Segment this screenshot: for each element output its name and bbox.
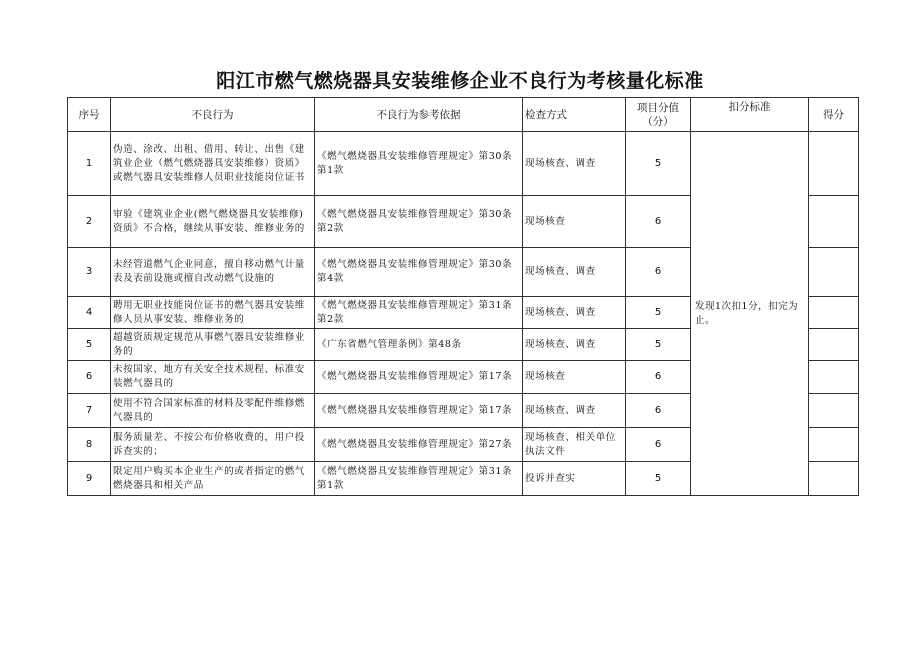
cell-method: 现场核查、调查 — [523, 132, 626, 196]
cell-method: 现场核查 — [523, 361, 626, 394]
cell-basis: 《燃气燃烧器具安装维修管理规定》第30条第1款 — [315, 132, 523, 196]
cell-result[interactable] — [809, 428, 859, 462]
cell-result[interactable] — [809, 297, 859, 329]
cell-seq: 2 — [68, 196, 111, 248]
page-title: 阳江市燃气燃烧器具安装维修企业不良行为考核量化标准 — [216, 70, 704, 92]
cell-behavior: 伪造、涂改、出租、借用、转让、出售《建筑业企业（燃气燃烧器具安装维修）资质》或燃气器具安装维修人员职业技能岗位证书 — [111, 132, 315, 196]
cell-behavior: 使用不符合国家标准的材料及零配件维修燃气器具的 — [111, 394, 315, 428]
cell-method: 现场核查、调查 — [523, 248, 626, 297]
cell-method: 现场核查、相关单位执法文件 — [523, 428, 626, 462]
header-score: 项目分值（分） — [626, 98, 691, 132]
cell-method: 现场核查、调查 — [523, 329, 626, 361]
cell-seq: 1 — [68, 132, 111, 196]
cell-result[interactable] — [809, 462, 859, 496]
cell-basis: 《燃气燃烧器具安装维修管理规定》第27条 — [315, 428, 523, 462]
cell-deduct-standard: 发现1次扣1分，扣完为止。 — [691, 132, 809, 496]
cell-seq: 9 — [68, 462, 111, 496]
cell-seq: 8 — [68, 428, 111, 462]
cell-behavior: 超越资质规定规范从事燃气器具安装维修业务的 — [111, 329, 315, 361]
cell-basis: 《燃气燃烧器具安装维修管理规定》第31条第2款 — [315, 297, 523, 329]
cell-result[interactable] — [809, 329, 859, 361]
header-basis: 不良行为参考依据 — [315, 98, 523, 132]
cell-result[interactable] — [809, 196, 859, 248]
cell-result[interactable] — [809, 248, 859, 297]
cell-basis: 《燃气燃烧器具安装维修管理规定》第30条第4款 — [315, 248, 523, 297]
cell-score: 6 — [626, 428, 691, 462]
cell-seq: 5 — [68, 329, 111, 361]
cell-method: 现场核查、调查 — [523, 297, 626, 329]
cell-score: 5 — [626, 462, 691, 496]
cell-seq: 3 — [68, 248, 111, 297]
cell-score: 5 — [626, 297, 691, 329]
header-method: 检查方式 — [523, 98, 626, 132]
cell-result[interactable] — [809, 394, 859, 428]
table-row — [68, 132, 859, 196]
cell-basis: 《燃气燃烧器具安装维修管理规定》第30条第2款 — [315, 196, 523, 248]
cell-behavior: 未经管道燃气企业同意，擅自移动燃气计量表及表前设施或擅自改动燃气设施的 — [111, 248, 315, 297]
cell-score: 5 — [626, 329, 691, 361]
cell-basis: 《燃气燃烧器具安装维修管理规定》第17条 — [315, 361, 523, 394]
cell-result[interactable] — [809, 132, 859, 196]
cell-seq: 7 — [68, 394, 111, 428]
cell-behavior: 限定用户购买本企业生产的或者指定的燃气燃烧器具和相关产品 — [111, 462, 315, 496]
cell-behavior: 服务质量差、不按公布价格收费的，用户投诉查实的； — [111, 428, 315, 462]
cell-behavior: 未按国家、地方有关安全技术规程、标准安装燃气器具的 — [111, 361, 315, 394]
cell-seq: 6 — [68, 361, 111, 394]
header-seq: 序号 — [68, 98, 111, 132]
cell-behavior: 审验《建筑业企业(燃气燃烧器具安装维修)资质》不合格，继续从事安装、维修业务的 — [111, 196, 315, 248]
cell-method: 现场核查、调查 — [523, 394, 626, 428]
header-result: 得分 — [809, 98, 859, 132]
header-deduct: 扣分标准 — [691, 98, 809, 132]
cell-score: 6 — [626, 248, 691, 297]
cell-basis: 《燃气燃烧器具安装维修管理规定》第31条第1款 — [315, 462, 523, 496]
cell-basis: 《燃气燃烧器具安装维修管理规定》第17条 — [315, 394, 523, 428]
cell-score: 5 — [626, 132, 691, 196]
cell-result[interactable] — [809, 361, 859, 394]
cell-basis: 《广东省燃气管理条例》第48条 — [315, 329, 523, 361]
cell-method: 投诉并查实 — [523, 462, 626, 496]
cell-score: 6 — [626, 196, 691, 248]
scoring-table — [67, 97, 859, 496]
header-row — [68, 98, 859, 132]
header-behavior: 不良行为 — [111, 98, 315, 132]
cell-score: 6 — [626, 394, 691, 428]
cell-score: 6 — [626, 361, 691, 394]
cell-seq: 4 — [68, 297, 111, 329]
cell-behavior: 聘用无职业技能岗位证书的燃气器具安装维修人员从事安装、维修业务的 — [111, 297, 315, 329]
cell-method: 现场核查 — [523, 196, 626, 248]
